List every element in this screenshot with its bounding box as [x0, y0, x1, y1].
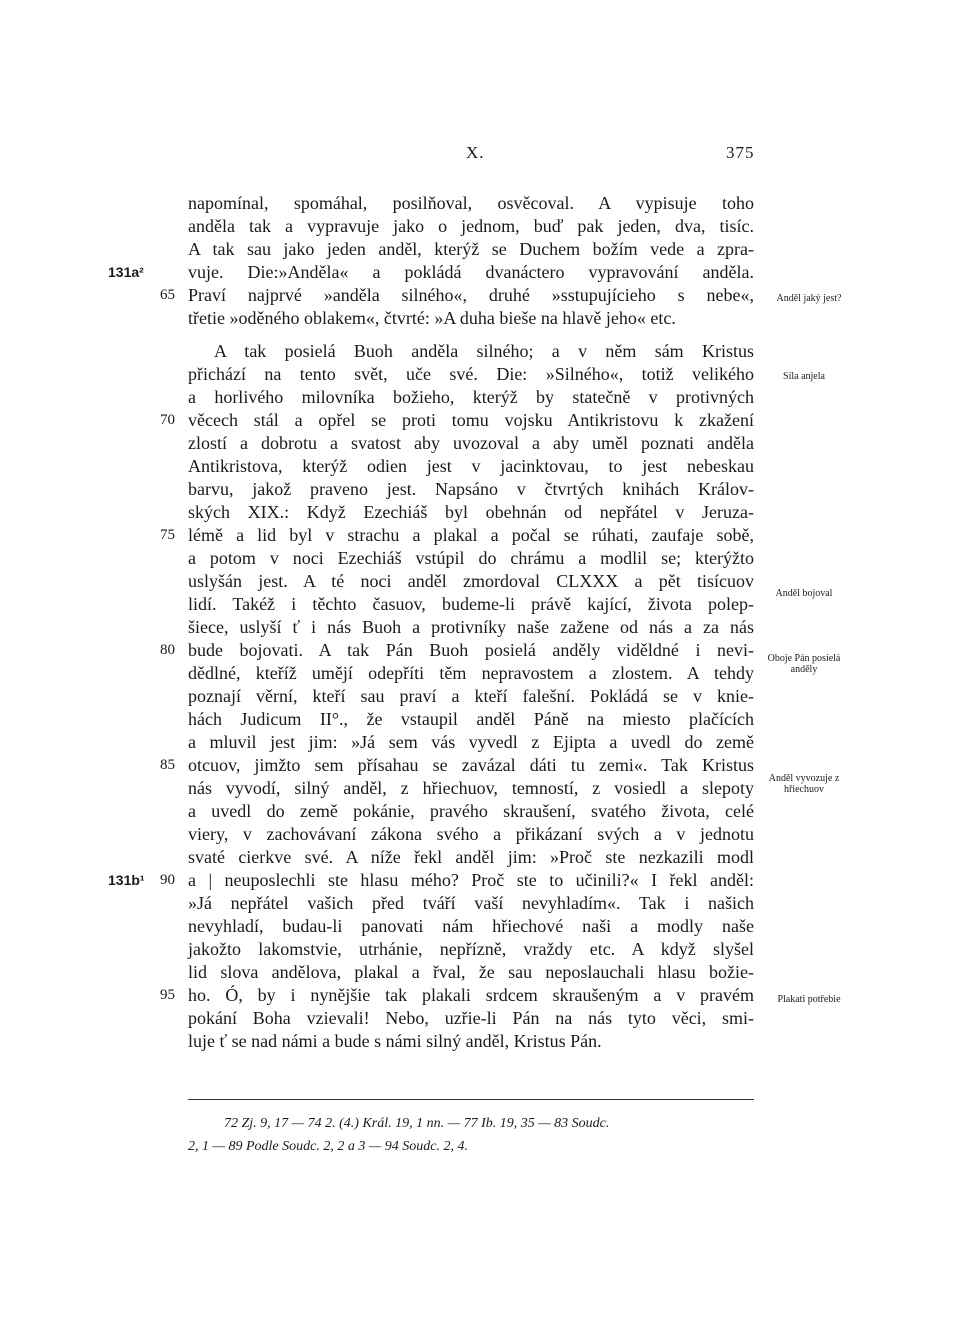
text-line: věcech stál a opřel se proti tomu vojsku Antikristovu k zkažení: [188, 410, 754, 430]
text-line: lid slova andělova, plakal a řval, že sau neposlauchali hlasu božie-: [188, 962, 754, 982]
text-line: »Já nepřátel vašich před tváří vaší nevyhladím«. Tak i našich: [188, 893, 754, 913]
line-number: 85: [160, 757, 175, 773]
chapter-heading: X.: [466, 143, 485, 162]
margin-note: Anděl vyvozuje z hřiechuov: [768, 773, 840, 795]
text-line: přichází na tento svět, uče své. Die: »Silného«, totiž velikého: [188, 364, 754, 384]
text-line: pokání Boha vzievali! Nebo, uzřie-li Pán na nás tyto věci, smi-: [188, 1008, 754, 1028]
line-number: 65: [160, 287, 175, 303]
text-line: viery, v zachovávaní zákona svého a přikázaní svých a v jednotu: [188, 824, 754, 844]
text-line: hách Judicum II°., že vstaupil anděl Páně na miesto plačících: [188, 709, 754, 729]
text-line: napomínal, spomáhal, posilňoval, osvěcoval. A vypisuje toho: [188, 193, 754, 213]
text-line: zlostí a dobrotu a svatost aby uvozoval a aby uměl poznati anděla: [188, 433, 754, 453]
text-line: šiece, uslyší ť i nás Buoh a protivníky naše zažene od nás a za nás: [188, 617, 754, 637]
text-line: a | neuposlechli ste hlasu mého? Proč ste to učinili?« I řekl anděl:: [188, 870, 754, 890]
margin-note: Plakati potřebie: [777, 994, 841, 1005]
text-line: Antikristova, kterýž odien jest v jacinktovau, to jest nebeskau: [188, 456, 754, 476]
text-line: třetie »oděného oblakem«, čtvrté: »A duha bieše na hlavě jeho« etc.: [188, 308, 676, 328]
text-line: lémě a lid byl v strachu a plakal a počal se rúhati, zaufaje sobě,: [188, 525, 754, 545]
folio-marker: 131b¹: [108, 872, 145, 888]
text-line: uslyšán jest. A té noci anděl zmordoval CLXXX a pět tisícuov: [188, 571, 754, 591]
folio-marker: 131a²: [108, 264, 144, 280]
text-line: vuje. Die:»Anděla« a pokládá dvanáctero vypravování anděla.: [188, 262, 754, 282]
margin-note: Anděl jaký jest?: [776, 293, 842, 304]
line-number: 95: [160, 987, 175, 1003]
line-number: 80: [160, 642, 175, 658]
line-number: 70: [160, 412, 175, 428]
text-line: a horlivého milovníka božieho, kterýž by statečně v protivných: [188, 387, 754, 407]
text-line: otcuov, jimžto sem přísahau se zavázal dáti tu zemi«. Tak Kristus: [188, 755, 754, 775]
text-line: anděla tak a vypravuje jako o jednom, buď pak jeden, dva, tisíc.: [188, 216, 754, 236]
text-line: ských XIX.: Když Ezechiáš byl obehnán od nepřátel v Jeruza-: [188, 502, 754, 522]
text-line: lidí. Takéž i těchto časuov, budeme-li právě kající, života polep-: [188, 594, 754, 614]
footnote-line: 2, 1 — 89 Podle Soudc. 2, 2 a 3 — 94 Soudc. 2, 4.: [188, 1139, 468, 1154]
text-line: jakožto lakomstvie, utrhánie, nepřízně, vraždy etc. A když slyšel: [188, 939, 754, 959]
footnote-line: 72 Zj. 9, 17 — 74 2. (4.) Král. 19, 1 nn. — 77 Ib. 19, 35 — 83 Soudc.: [224, 1116, 610, 1131]
text-line: a mluvil jest jim: »Já sem vás vyvedl z Ejipta a uvedl do země: [188, 732, 754, 752]
text-line: nás vyvodí, silný anděl, z hřiechuov, temností, z vosiedl a slepoty: [188, 778, 754, 798]
margin-note: Anděl bojoval: [775, 588, 833, 599]
text-line: nevyhladí, budau-li panovati nám hřiechové naši a modly naše: [188, 916, 754, 936]
text-line: Praví najprvé »anděla silného«, druhé »sstupujícieho s nebe«,: [188, 285, 754, 305]
text-line: a uvedl do země pokánie, pravého skraušení, svatého života, celé: [188, 801, 754, 821]
text-line: ho. Ó, by i nynějšie tak plakali srdcem skraušeným a v pravém: [188, 985, 754, 1005]
page-number: 375: [726, 143, 755, 162]
text-line: luje ť se nad námi a bude s námi silný anděl, Kristus Pán.: [188, 1031, 602, 1051]
margin-note: Síla anjela: [783, 371, 825, 382]
margin-note: Oboje Pán posielá anděly: [767, 653, 841, 675]
text-line: A tak sau jako jeden anděl, kterýž se Duchem božím vede a zpra-: [188, 239, 754, 259]
text-line: barvu, jakož praveno jest. Napsáno v čtvrtých knihách Králov-: [188, 479, 754, 499]
text-line: a potom v noci Ezechiáš vstúpil do chrámu a modlil se; kterýžto: [188, 548, 754, 568]
line-number: 90: [160, 872, 175, 888]
line-number: 75: [160, 527, 175, 543]
text-line: dědlné, kteříž umějí odepříti těm nepravostem a zlostem. A tehdy: [188, 663, 754, 683]
text-line: A tak posielá Buoh anděla silného; a v něm sám Kristus: [214, 341, 754, 361]
text-line: svaté cierkve své. A níže řekl anděl jim: »Proč ste nezkazili modl: [188, 847, 754, 867]
footnote-rule: [188, 1099, 754, 1100]
text-line: poznají věrní, kteří sau praví a kteří falešní. Pokládá se v knie-: [188, 686, 754, 706]
text-line: bude bojovati. A tak Pán Buoh posielá anděly viděldné i nevi-: [188, 640, 754, 660]
